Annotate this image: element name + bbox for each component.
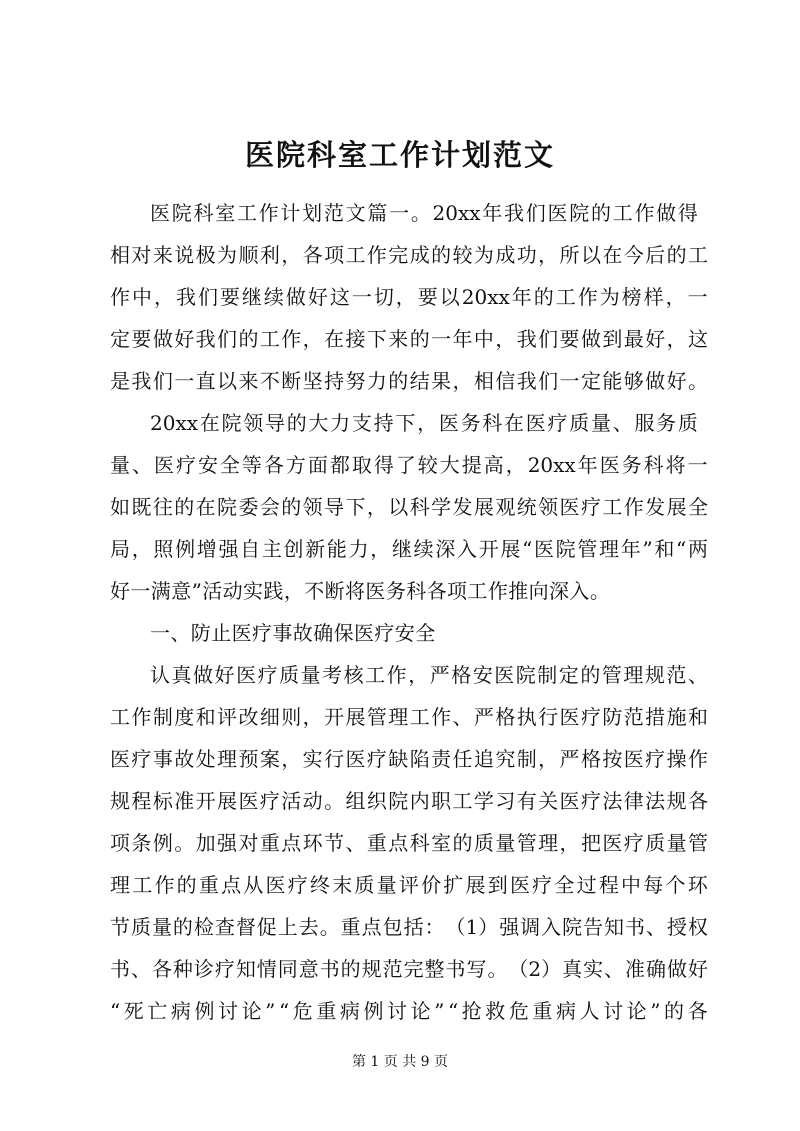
text-line: 相 对 来 说 极 为 顺 利 ， 各 项 工 作 完 成 的 较 为 成 功 ， 所 以 在 今 后 的 工 — [110, 243, 708, 267]
text-line: 认 真 做 好 医 疗 质 量 考 核 工 作 ， 严 格 安 医 院 制 定 的 管 理 规 范 、 — [150, 663, 708, 687]
text-line: 局 ， 照 例 增 强 自 主 创 新 能 力 ， 继 续 深 入 开 展 “ 医 院 管 理 年 ” 和 “ 两 — [110, 537, 708, 561]
text-line: 医 院 科 室 工 作 计 划 范 文 篇 一 。 20xx 年 我 们 医 院 的 工 作 做 得 — [150, 201, 698, 225]
text-line: 20xx 在 院 领 导 的 大 力 支 持 下 ， 医 务 科 在 医 疗 质 量 、 服 务 质 — [150, 411, 698, 435]
text-line: 如 既 往 的 在 院 委 会 的 领 导 下 ， 以 科 学 发 展 观 统 领 医 疗 工 作 发 展 全 — [110, 495, 708, 519]
text-line: “ 死 亡 病 例 讨 论 ” “ 危 重 病 例 讨 论 ” “ 抢 救 危 重 病 人 讨 论 ” 的 各 — [110, 999, 708, 1023]
text-line: 是 我 们 一 直 以 来 不 断 坚 持 努 力 的 结 果 ， 相 信 我 们 一 定 能 够 做 好 。 — [110, 369, 708, 393]
text-line: 医 疗 事 故 处 理 预 案 ， 实 行 医 疗 缺 陷 责 任 追 究 制 ， 严 格 按 医 疗 操 作 — [110, 747, 708, 771]
text-line: 好一满意”活动实践，不断将医务科各项工作推向深入。 — [110, 579, 611, 603]
text-line: 量 、 医 疗 安 全 等 各 方 面 都 取 得 了 较 大 提 高 ， 20xx 年 医 务 科 将 一 — [110, 453, 708, 477]
text-line: 工 作 制 度 和 评 改 细 则 ， 开 展 管 理 工 作 、 严 格 执 行 医 疗 防 范 措 施 和 — [110, 705, 708, 729]
text-line: 理 工 作 的 重 点 从 医 疗 终 末 质 量 评 价 扩 展 到 医 疗 全 过 程 中 每 个 环 — [110, 873, 708, 897]
text-line: 定 要 做 好 我 们 的 工 作 ， 在 接 下 来 的 一 年 中 ， 我 们 要 做 到 最 好 ， 这 — [110, 327, 708, 351]
text-line: 作 中 ， 我 们 要 继 续 做 好 这 一 切 ， 要 以 20xx 年 的 工 作 为 榜 样 ， 一 — [110, 285, 708, 309]
section-heading: 一、防止医疗事故确保医疗安全 — [150, 621, 436, 645]
text-line: 规 程 标 准 开 展 医 疗 活 动 。 组 织 院 内 职 工 学 习 有 关 医 疗 法 律 法 规 各 — [110, 789, 708, 813]
text-line: 节 质 量 的 检 查 督 促 上 去 。 重 点 包 括 ： （1） 强 调 入 院 告 知 书 、 授 权 — [110, 915, 708, 939]
page-footer: 第 1 页 共 9 页 — [351, 1054, 449, 1070]
text-line: 书 、 各 种 诊 疗 知 情 同 意 书 的 规 范 完 整 书 写 。 （2） 真 实 、 准 确 做 好 — [110, 957, 708, 981]
text-line: 项 条 例 。 加 强 对 重 点 环 节 、 重 点 科 室 的 质 量 管 理 ， 把 医 疗 质 量 管 — [110, 831, 708, 855]
document-title: 医院科室工作计划范文 — [244, 138, 555, 172]
